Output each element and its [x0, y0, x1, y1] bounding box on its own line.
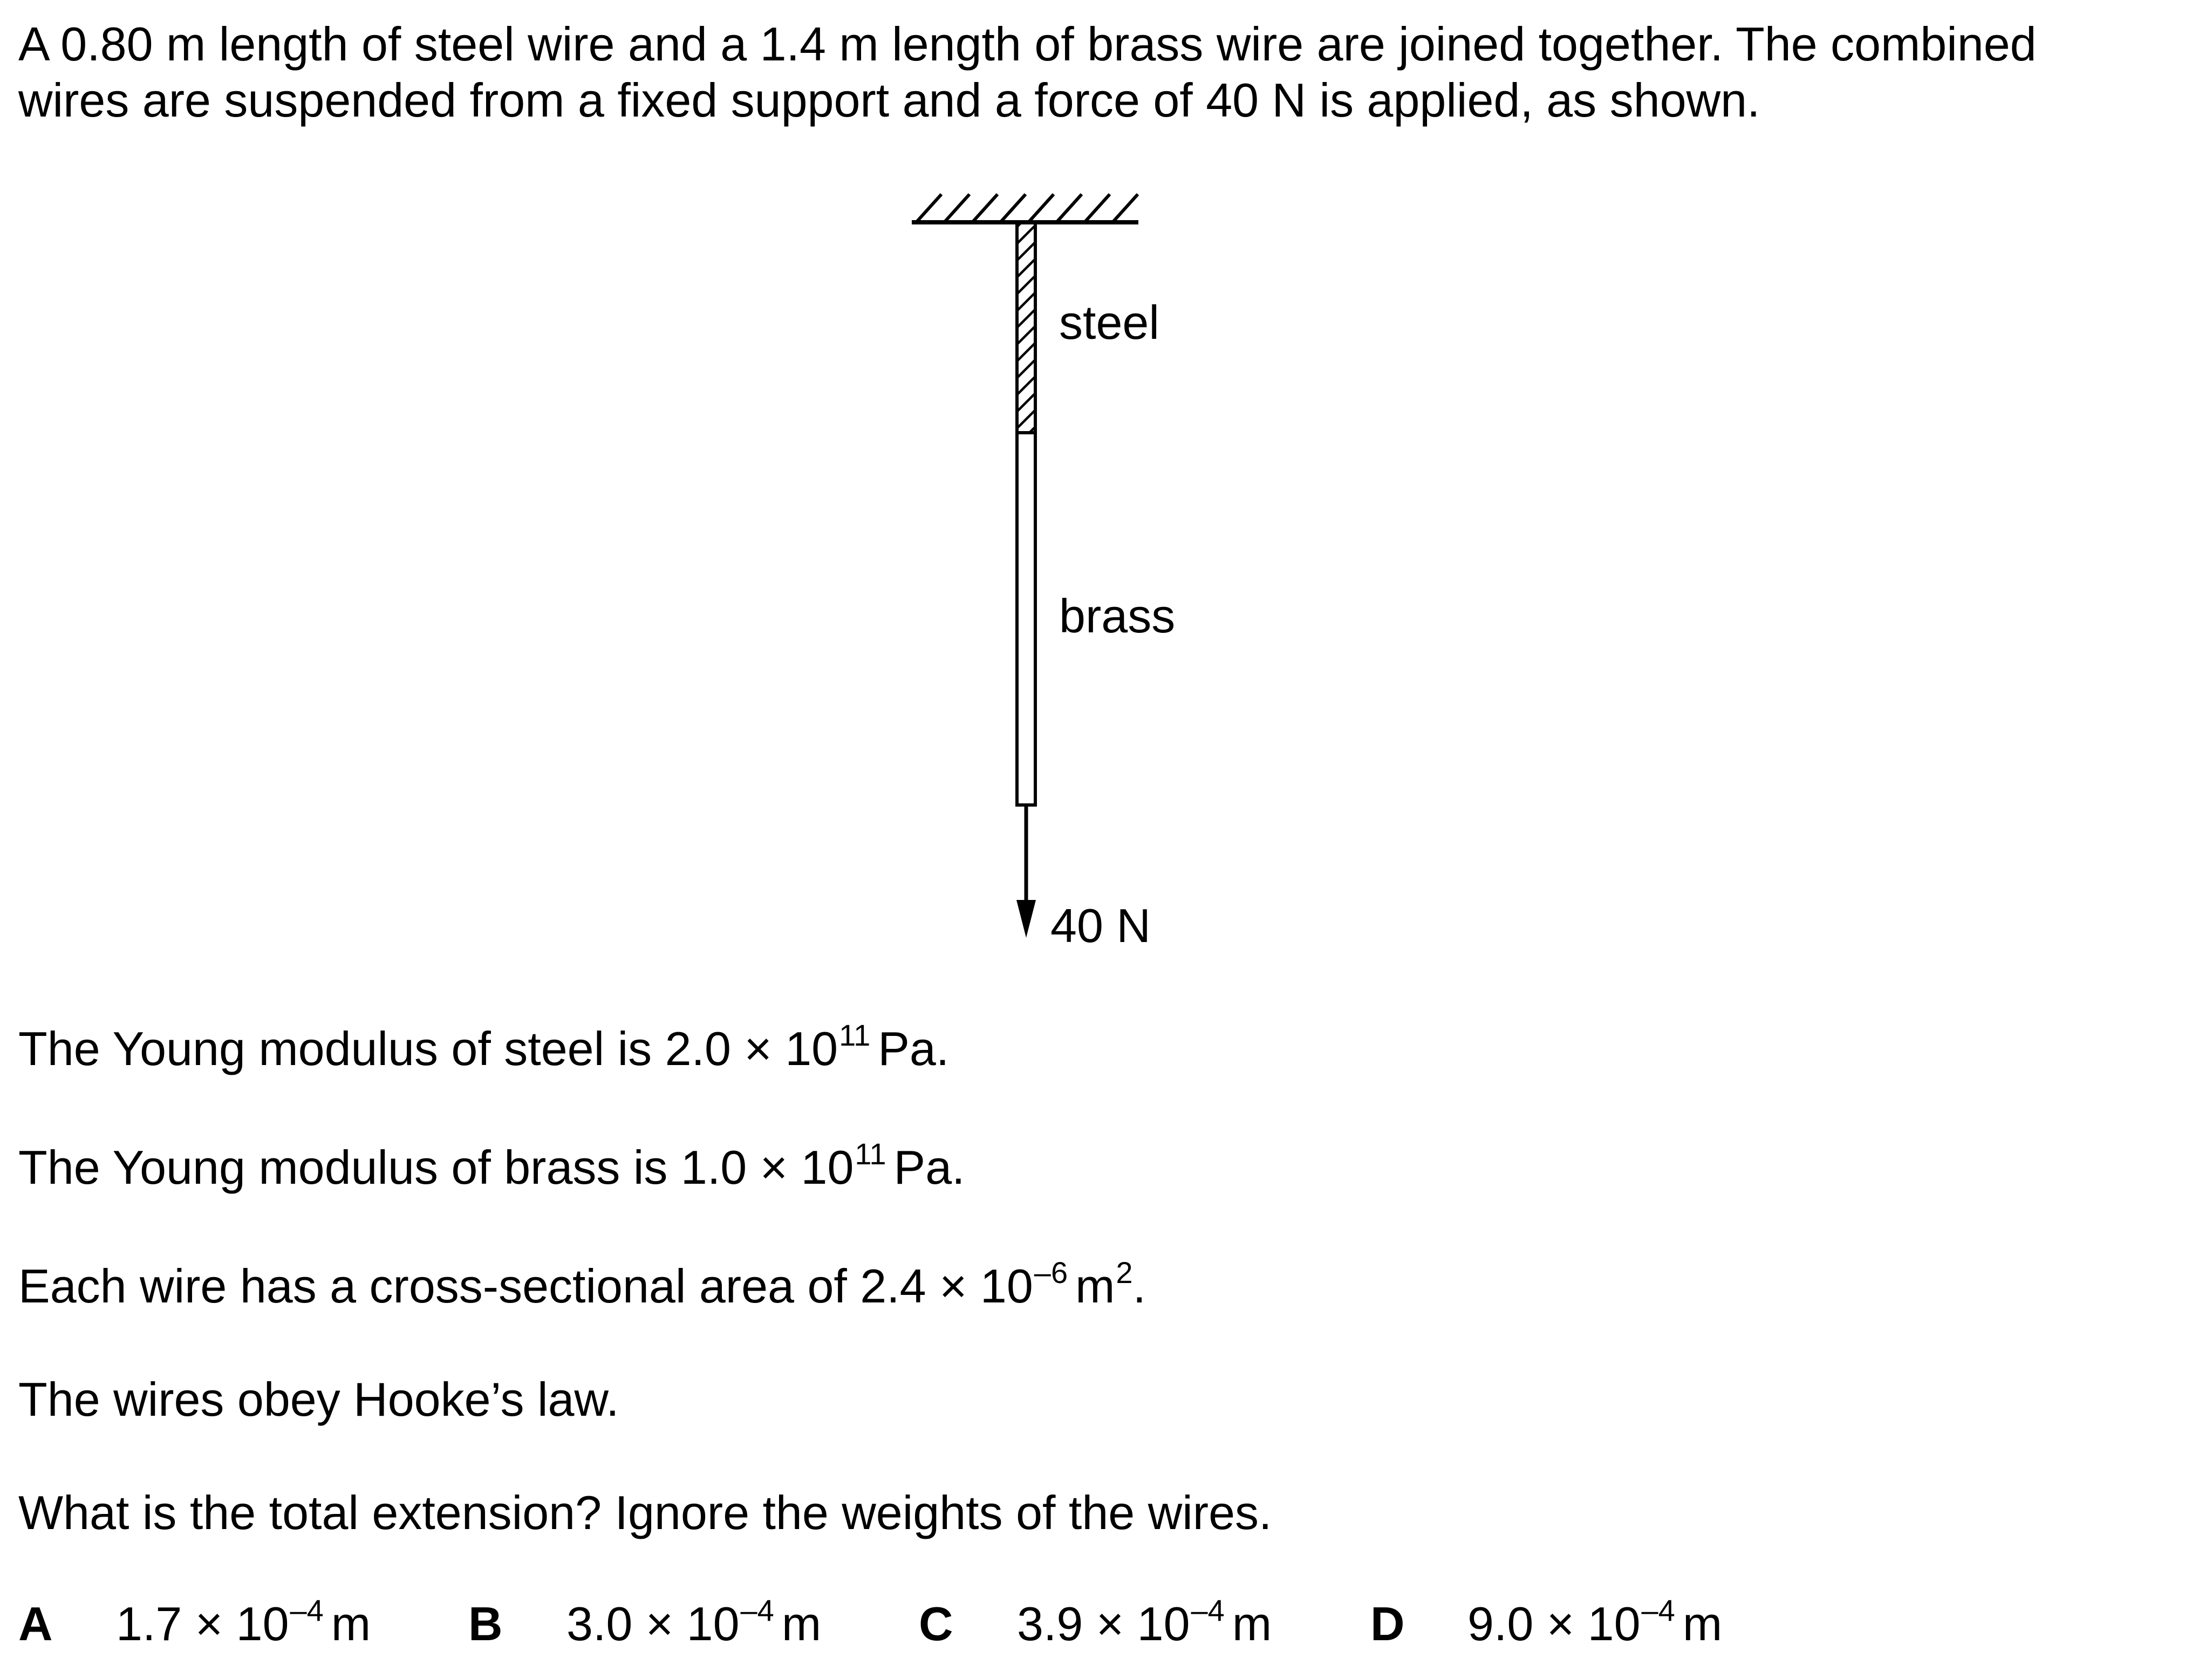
option-a-mantissa: 1.7 × 10 — [116, 1597, 289, 1650]
force-arrow-icon — [1016, 900, 1036, 938]
option-b-mantissa: 3.0 × 10 — [566, 1597, 740, 1650]
option-d-mantissa: 9.0 × 10 — [1467, 1597, 1641, 1650]
steel-modulus-fact — [18, 1018, 950, 1083]
steel-fact-prefix: The Young modulus of steel is 2.0 × 10 — [18, 1022, 838, 1075]
brass-fact-prefix: The Young modulus of brass is 1.0 × 10 — [18, 1141, 854, 1194]
option-b-value — [566, 1593, 822, 1658]
area-fact-unit: m — [1075, 1259, 1115, 1313]
option-a-exponent: –4 — [290, 1593, 324, 1627]
option-d-value — [1467, 1593, 1723, 1658]
brass-wire — [1017, 433, 1035, 805]
option-c-unit: m — [1232, 1597, 1272, 1650]
steel-wire — [1017, 222, 1035, 433]
force-label: 40 N — [1050, 899, 1151, 952]
brass-modulus-fact — [18, 1137, 965, 1202]
question-prompt: What is the total extension? Ignore the weights of the wires. — [18, 1486, 1272, 1539]
option-b-letter: B — [468, 1597, 503, 1650]
steel-fact-suffix: Pa. — [878, 1022, 950, 1075]
option-b-exponent: –4 — [740, 1593, 774, 1627]
option-a-letter: A — [18, 1597, 53, 1650]
hooke-statement: The wires obey Hooke’s law. — [18, 1373, 619, 1426]
option-d-exponent: –4 — [1641, 1593, 1675, 1627]
area-fact-unit-exponent: 2 — [1116, 1256, 1133, 1289]
option-a-value — [116, 1593, 371, 1658]
intro-line-2: wires are suspended from a fixed support and a force of 40 N is applied, as shown. — [18, 73, 1760, 127]
steel-label: steel — [1059, 296, 1159, 349]
fixed-support — [912, 194, 1138, 222]
area-fact-exponent: –6 — [1034, 1256, 1068, 1289]
option-d-letter: D — [1370, 1597, 1405, 1650]
option-b-unit: m — [781, 1597, 822, 1650]
area-fact-prefix: Each wire has a cross-sectional area of 2.4 × 10 — [18, 1259, 1033, 1313]
intro-line-1: A 0.80 m length of steel wire and a 1.4 m length of brass wire are joined together. The combined — [18, 17, 2037, 71]
steel-fact-exponent: 11 — [839, 1018, 871, 1052]
brass-fact-exponent: 11 — [855, 1137, 886, 1171]
option-c-value — [1017, 1593, 1272, 1658]
option-c-exponent: –4 — [1191, 1593, 1225, 1627]
option-c-mantissa: 3.9 × 10 — [1017, 1597, 1190, 1650]
brass-fact-suffix: Pa. — [893, 1141, 965, 1194]
brass-label: brass — [1059, 589, 1176, 643]
option-c-letter: C — [919, 1597, 953, 1650]
option-d-unit: m — [1682, 1597, 1723, 1650]
area-fact-end: . — [1132, 1259, 1146, 1313]
option-a-unit: m — [331, 1597, 371, 1650]
area-fact — [18, 1258, 1146, 1320]
